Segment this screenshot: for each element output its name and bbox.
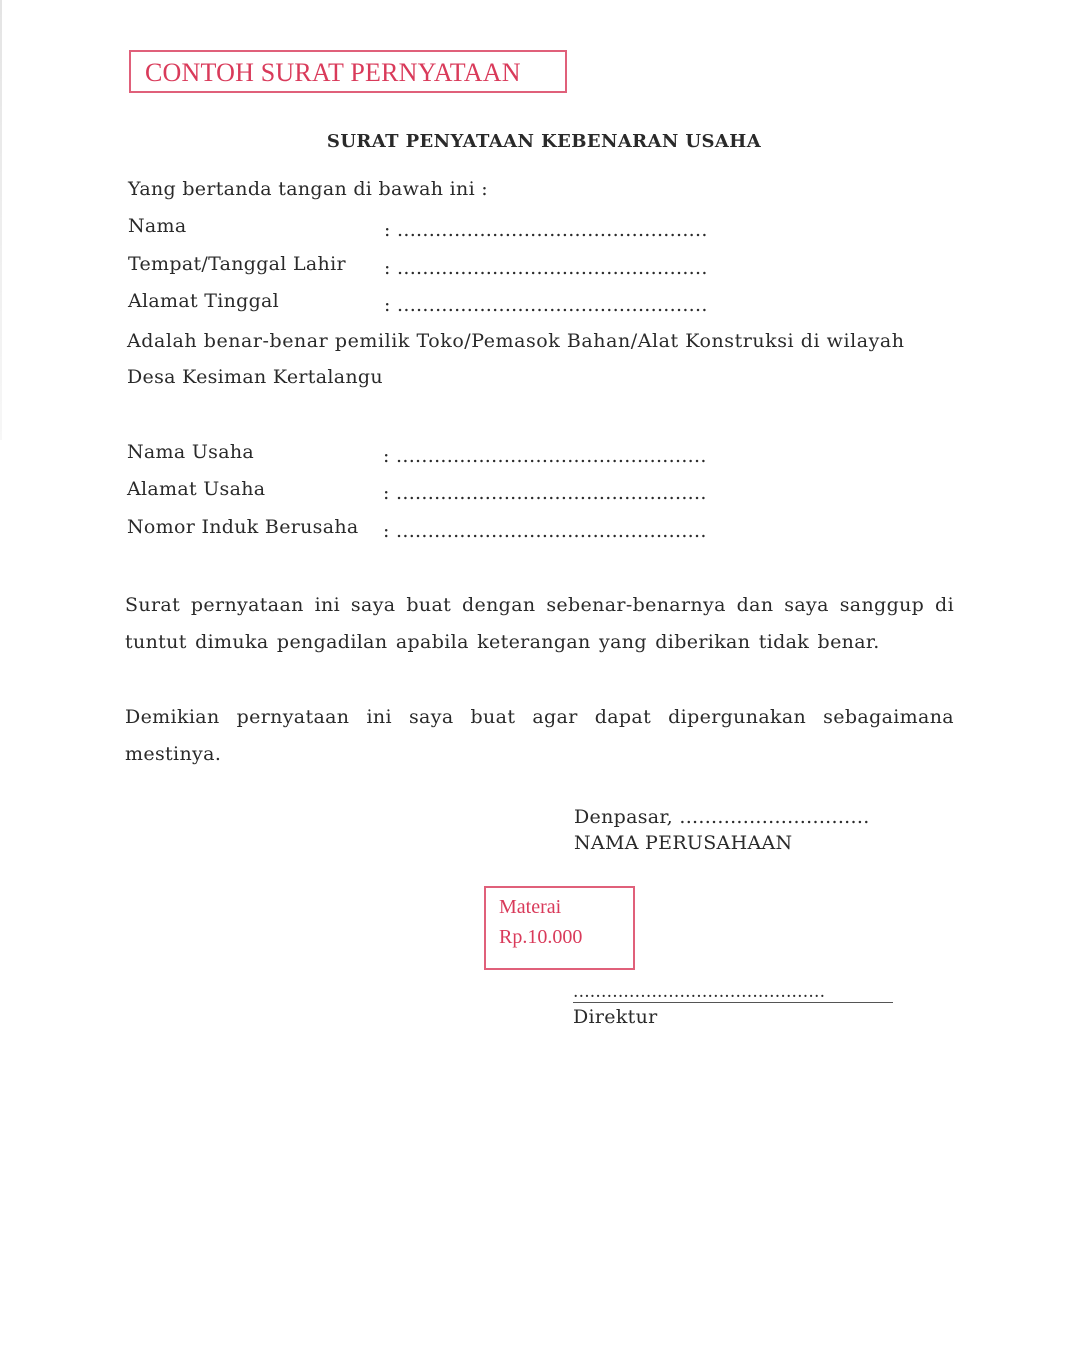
closing-paragraph: Demikian pernyataan ini saya buat agar dapat dipergunakan sebagaimana mestinya.: [125, 706, 954, 765]
field-label: Tempat/Tanggal Lahir: [128, 253, 346, 275]
signature-dots: .............................................: [573, 982, 826, 1002]
field-label: Nomor Induk Berusaha: [127, 516, 359, 538]
declaration-paragraph: Surat pernyataan ini saya buat dengan sebenar-benarnya dan saya sanggup di tuntut dimuka pengadilan apabila keterangan yang diberikan tidak benar.: [125, 594, 954, 653]
document-title: SURAT PENYATAAN KEBENARAN USAHA: [326, 131, 762, 152]
place-date: Denpasar, ..............................: [574, 806, 870, 828]
field-blank: : .................................................: [384, 257, 708, 279]
signer-role: Direktur: [573, 1006, 658, 1028]
stamp-duty-amount: Rp.10.000: [499, 926, 583, 948]
company-name: NAMA PERUSAHAAN: [574, 832, 793, 854]
field-label: Nama: [128, 215, 187, 237]
field-blank: : .................................................: [383, 520, 707, 542]
page-edge-shadow: [0, 0, 2, 440]
field-blank: : .................................................: [383, 445, 707, 467]
ownership-statement-line-1: Adalah benar-benar pemilik Toko/Pemasok Bahan/Alat Konstruksi di wilayah: [127, 330, 905, 352]
field-blank: : .................................................: [383, 482, 707, 504]
field-label: Nama Usaha: [127, 441, 254, 463]
stamp-duty-label: Materai: [499, 896, 562, 918]
field-label: Alamat Tinggal: [128, 290, 280, 312]
stamp-duty-box: [484, 886, 635, 970]
field-blank: : .................................................: [384, 294, 708, 316]
sample-header-label: CONTOH SURAT PERNYATAAN: [145, 58, 521, 87]
field-blank: : .................................................: [384, 219, 708, 241]
intro-text: Yang bertanda tangan di bawah ini :: [128, 178, 488, 200]
sample-header-box: [129, 50, 567, 93]
field-label: Alamat Usaha: [127, 478, 266, 500]
signature-line: [573, 1002, 893, 1003]
ownership-statement-line-2: Desa Kesiman Kertalangu: [127, 366, 383, 388]
